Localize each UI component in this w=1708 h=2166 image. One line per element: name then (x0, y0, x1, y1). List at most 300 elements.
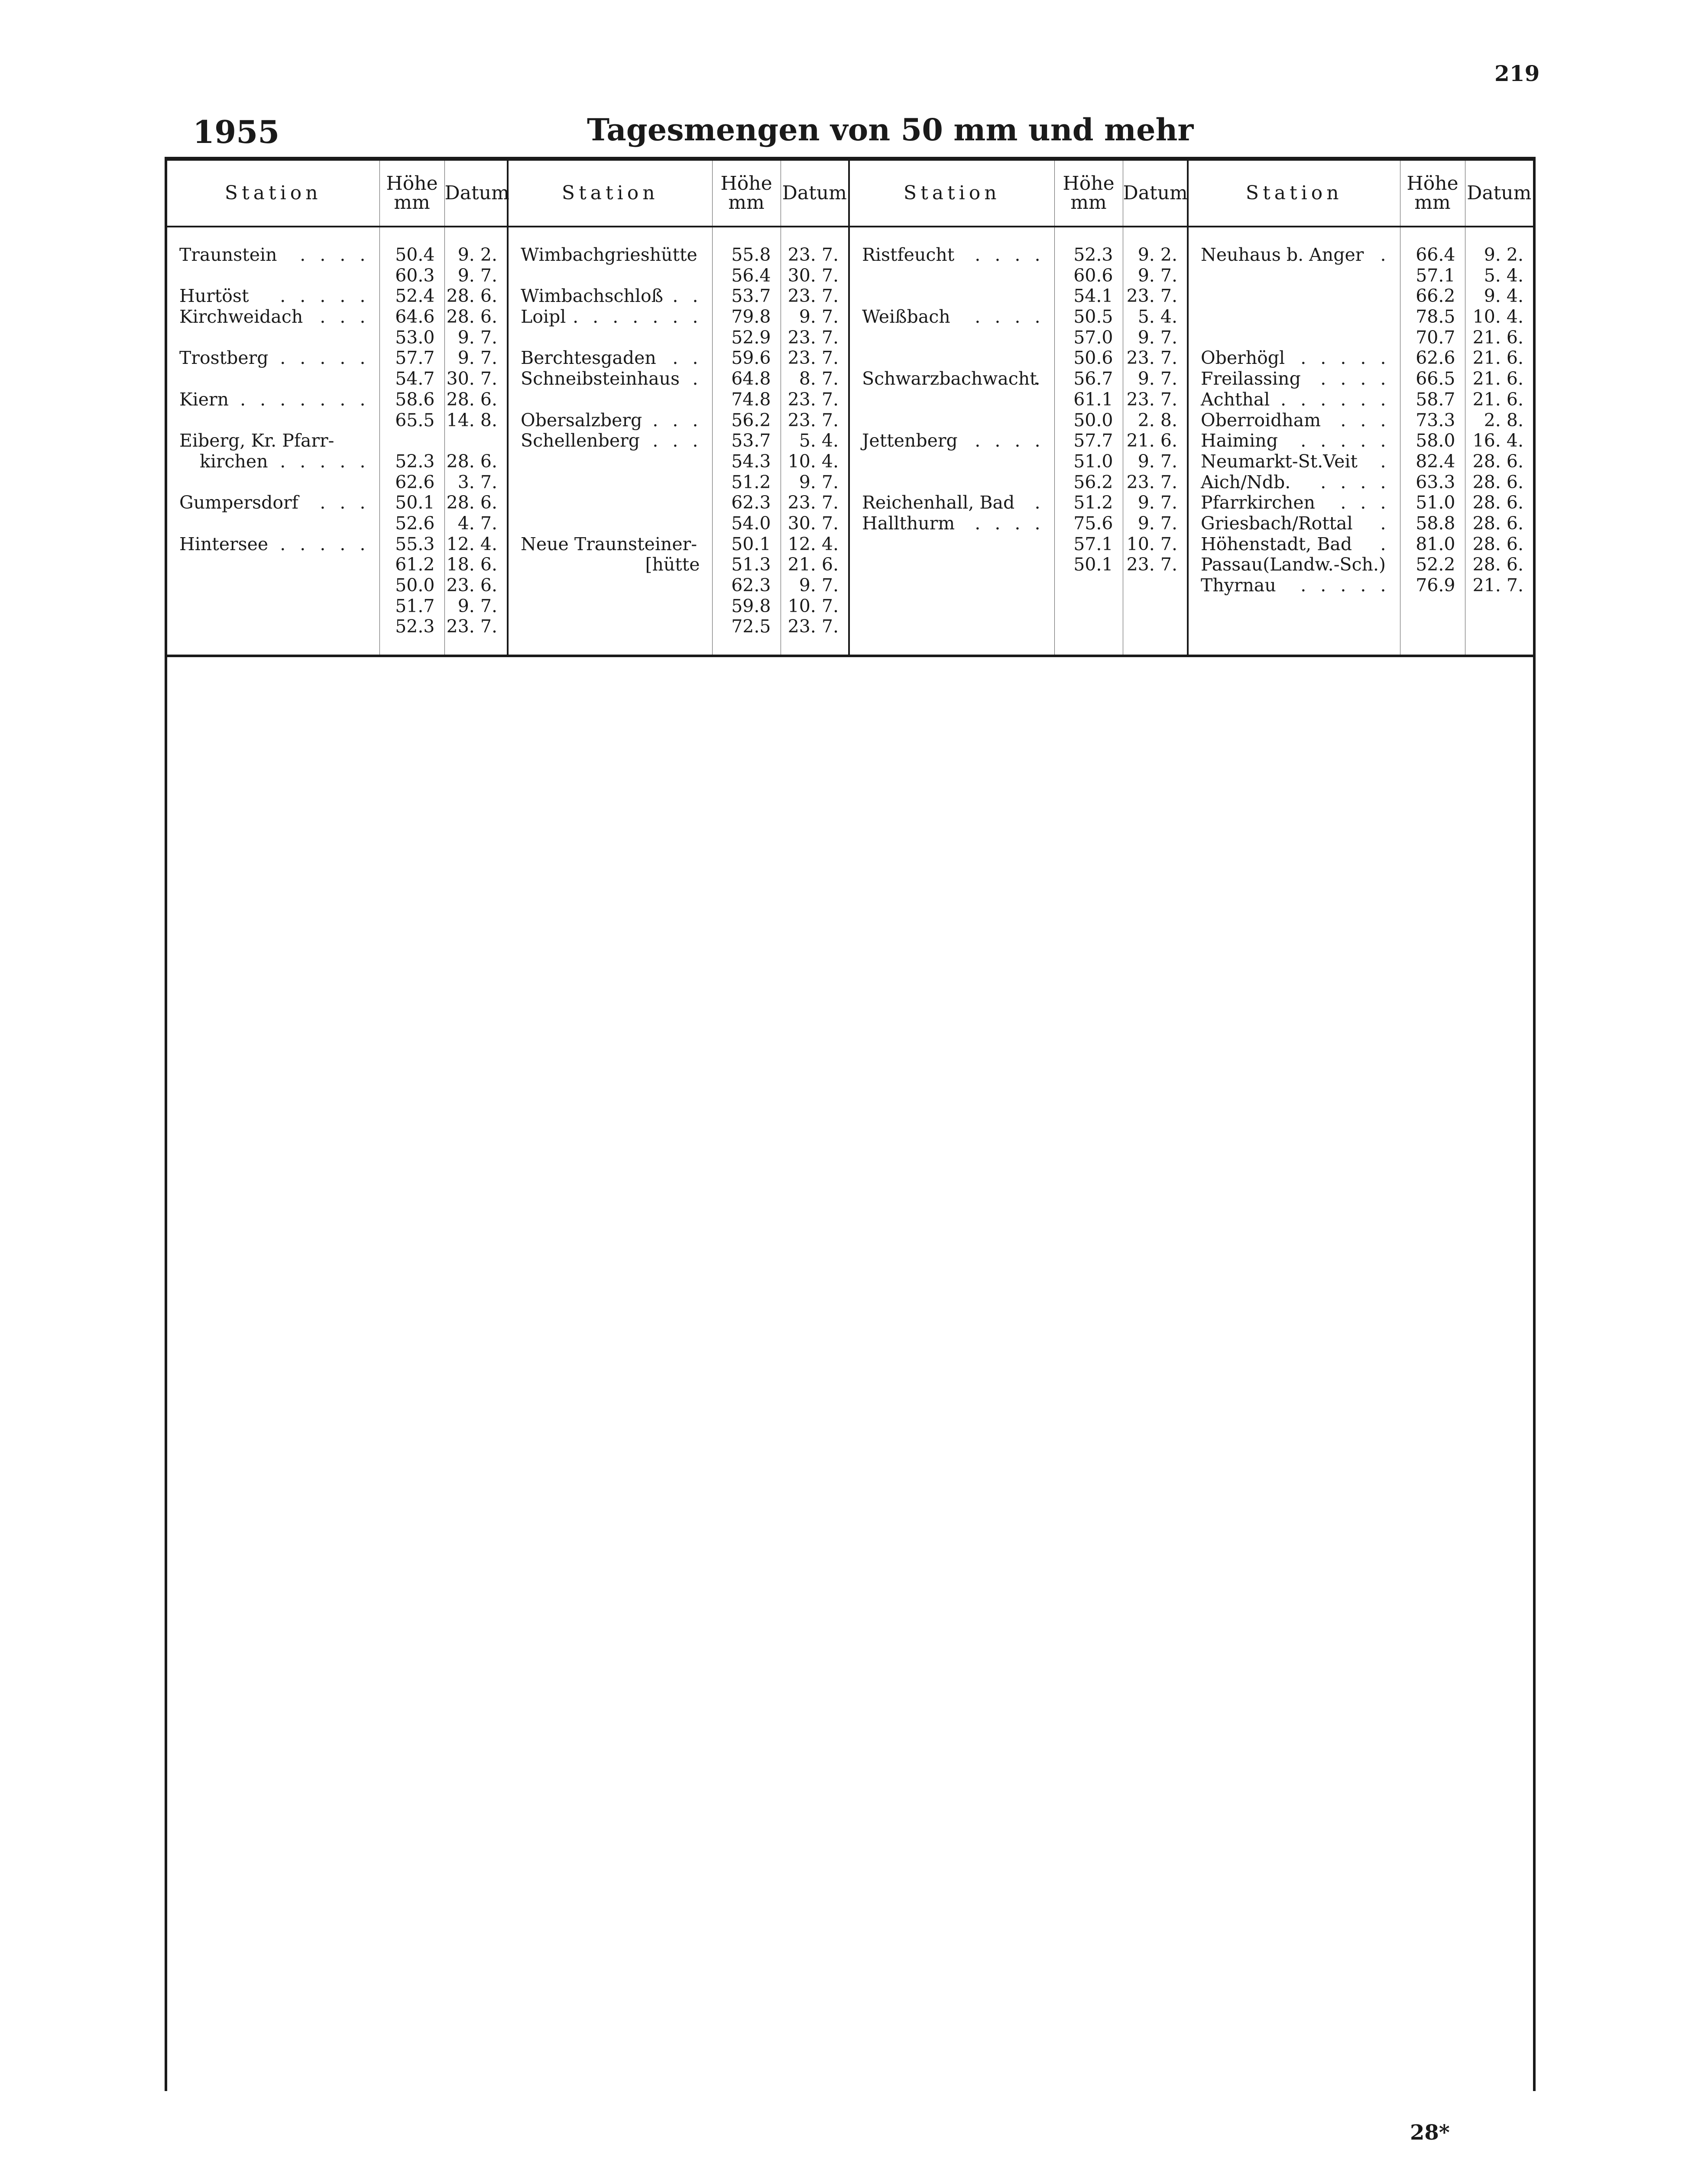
hoehe-value: 51.7 (395, 596, 435, 616)
datum-value: 16. 4. (1472, 431, 1523, 451)
table-row (509, 554, 712, 575)
station-name: [hütte (645, 554, 700, 575)
hoehe-value: 75.6 (1073, 513, 1113, 534)
hoehe-value: 57.1 (1416, 265, 1455, 286)
datum-value: 9. 7. (1138, 493, 1177, 513)
table-row (1189, 410, 1400, 431)
table-row (1189, 451, 1400, 472)
station-name (850, 266, 862, 286)
station-name (850, 327, 862, 348)
hoehe-value: 54.0 (731, 513, 771, 534)
datum-value: 23. 7. (788, 410, 839, 431)
leader-dots: . . . . (1320, 369, 1390, 389)
hoehe-value: 51.0 (1073, 451, 1113, 472)
datum-value: 21. 7. (1472, 575, 1523, 596)
table-row (167, 575, 379, 596)
table-row (1189, 431, 1400, 451)
hoehe-value: 78.5 (1416, 307, 1455, 327)
leader-dots: . (1380, 451, 1390, 472)
datum-value: 23. 7. (788, 616, 839, 637)
datum-value: 30. 7. (788, 265, 839, 286)
hoehe-value: 63.3 (1416, 472, 1455, 493)
hoehe-value: 52.3 (395, 451, 435, 472)
datum-value: 28. 6. (446, 389, 497, 410)
hoehe-value: 50.5 (1073, 307, 1113, 327)
datum-value: 9. 7. (799, 307, 839, 327)
datum-value: 23. 7. (788, 493, 839, 513)
table-row (167, 266, 379, 286)
station-name: Aich/Ndb. (1201, 472, 1291, 493)
table-frame (165, 157, 1536, 2091)
leader-dots: . (1380, 534, 1390, 554)
table-row (167, 431, 379, 451)
hoehe-value: 57.1 (1073, 534, 1113, 554)
hoehe-value: 55.3 (395, 534, 435, 554)
hoehe-value: 54.3 (731, 451, 771, 472)
datum-value: 21. 6. (1472, 369, 1523, 389)
table-row (167, 534, 379, 555)
datum-value: 9. 2. (1484, 245, 1523, 265)
datum-column (445, 227, 507, 655)
station-name: Schwarzbachwacht (862, 369, 1037, 389)
leader-dots: . . . . . (1300, 431, 1390, 451)
leader-dots: . . . . (975, 513, 1045, 534)
station-name (509, 389, 521, 410)
hoehe-value: 81.0 (1416, 534, 1455, 554)
datum-value: 28. 6. (446, 286, 497, 307)
station-name: Ristfeucht (862, 245, 955, 265)
hoehe-column (380, 227, 444, 655)
table-row (167, 369, 379, 389)
hoehe-value: 52.3 (395, 616, 435, 637)
hoehe-value: 57.7 (395, 348, 435, 369)
table-row (850, 513, 1054, 534)
datum-value: 9. 7. (457, 348, 497, 369)
table-row (167, 451, 379, 472)
station-name (850, 451, 862, 472)
station-name (1189, 327, 1201, 348)
hoehe-column (713, 227, 781, 655)
table-row (1189, 554, 1400, 575)
station-name: Griesbach/Rottal (1201, 513, 1353, 534)
hoehe-value: 66.2 (1416, 286, 1455, 307)
leader-dots: . . . . . . . (573, 307, 703, 327)
table-row (850, 493, 1054, 513)
hoehe-column (1055, 227, 1123, 593)
table-row (1189, 493, 1400, 513)
datum-value: 5. 4. (1138, 307, 1177, 327)
hoehe-value: 50.1 (1073, 554, 1113, 575)
station-name: Wimbachgrieshütte (521, 245, 697, 265)
hoehe-value: 53.0 (395, 327, 435, 348)
station-name: Loipl (521, 307, 566, 327)
station-name (167, 327, 179, 348)
datum-value: 23. 7. (788, 348, 839, 369)
datum-value: 23. 7. (1126, 286, 1177, 307)
datum-value: 23. 7. (788, 389, 839, 410)
leader-dots: . (1034, 493, 1045, 513)
station-name: Neumarkt-St.Veit (1201, 451, 1358, 472)
leader-dots: . . . . (1320, 472, 1390, 493)
hoehe-value: 58.6 (395, 389, 435, 410)
header-row (167, 161, 1533, 227)
datum-value: 9. 7. (457, 265, 497, 286)
datum-value: 21. 6. (788, 554, 839, 575)
hoehe-value: 59.6 (731, 348, 771, 369)
datum-value: 23. 6. (446, 575, 497, 596)
station-name: Reichenhall, Bad (862, 493, 1015, 513)
table-row (850, 266, 1054, 286)
hoehe-value: 56.7 (1073, 369, 1113, 389)
station-column (1189, 227, 1400, 613)
datum-value: 9. 7. (1138, 327, 1177, 348)
table-row (850, 369, 1054, 389)
station-name (509, 616, 521, 637)
leader-dots: . . . . . (280, 286, 370, 307)
leader-dots: . (1034, 369, 1045, 389)
leader-dots: . . . (320, 307, 370, 327)
table-row (167, 554, 379, 575)
leader-dots: . . . . . (1300, 575, 1390, 596)
table-row (1189, 472, 1400, 493)
station-name: Hurtöst (179, 286, 249, 307)
table-row (509, 616, 712, 637)
station-name: Kirchweidach (179, 307, 303, 327)
hoehe-value: 74.8 (731, 389, 771, 410)
datum-value: 10. 4. (788, 451, 839, 472)
leader-dots: . . . (652, 410, 703, 431)
datum-value: 8. 7. (799, 369, 839, 389)
leader-dots: . . . . . (280, 451, 370, 472)
datum-value: 21. 6. (1472, 348, 1523, 369)
datum-value: 10. 7. (1126, 534, 1177, 554)
station-name (850, 472, 862, 493)
station-name: Hintersee (179, 534, 269, 554)
datum-value: 5. 4. (799, 431, 839, 451)
station-name: Trostberg (179, 348, 269, 369)
table-row (850, 554, 1054, 575)
year-heading: 1955 (193, 113, 280, 150)
station-name (167, 575, 179, 596)
hoehe-value: 70.7 (1416, 327, 1455, 348)
leader-dots: . . . . . . (1280, 389, 1390, 410)
table-row (167, 616, 379, 637)
table-row (167, 472, 379, 493)
hoehe-value: 54.1 (1073, 286, 1113, 307)
page-title: Tagesmengen von 50 mm und mehr (587, 112, 1194, 148)
datum-value: 9. 4. (1484, 286, 1523, 307)
station-name: Schellenberg (521, 431, 640, 451)
station-name: Pfarrkirchen (1201, 493, 1315, 513)
datum-column (1123, 227, 1187, 593)
hoehe-value: 50.6 (1073, 348, 1113, 369)
table-row (167, 348, 379, 369)
hoehe-value: 52.2 (1416, 554, 1455, 575)
hoehe-value: 73.3 (1416, 410, 1455, 431)
table-row (1189, 348, 1400, 369)
table-row (167, 410, 379, 431)
datum-value: 9. 7. (457, 596, 497, 616)
table-row (1189, 327, 1400, 348)
hoehe-value: 52.3 (1073, 245, 1113, 265)
datum-value: 12. 4. (788, 534, 839, 554)
hoehe-value: 54.7 (395, 369, 435, 389)
station-name: Passau(Landw.-Sch.) (1201, 554, 1386, 575)
page-number: 219 (1494, 61, 1540, 86)
hoehe-value: 56.4 (731, 265, 771, 286)
hoehe-value: 58.8 (1416, 513, 1455, 534)
hoehe-value: 62.6 (395, 472, 435, 493)
station-name (509, 513, 521, 534)
table-row (850, 286, 1054, 307)
hoehe-value: 76.9 (1416, 575, 1455, 596)
datum-header: Datum (444, 161, 508, 227)
datum-value: 23. 7. (1126, 389, 1177, 410)
datum-value: 23. 7. (788, 327, 839, 348)
table-row (1189, 286, 1400, 307)
datum-value: 21. 6. (1472, 327, 1523, 348)
station-name: Eiberg, Kr. Pfarr- (179, 431, 334, 451)
table-row (509, 513, 712, 534)
station-name (509, 596, 521, 616)
table-row (850, 245, 1054, 266)
table-row (509, 327, 712, 348)
table-row (509, 534, 712, 555)
station-name (850, 286, 862, 306)
datum-value (445, 431, 507, 451)
hoehe-value: 72.5 (731, 616, 771, 637)
table-row (509, 575, 712, 596)
table-row (850, 431, 1054, 451)
table-row (850, 410, 1054, 431)
table-row (509, 348, 712, 369)
datum-value: 23. 7. (788, 286, 839, 307)
precipitation-table (167, 161, 1533, 657)
datum-value: 28. 6. (1472, 513, 1523, 534)
table-row (509, 286, 712, 307)
datum-header: Datum (1465, 161, 1533, 227)
hoehe-value: 66.5 (1416, 369, 1455, 389)
station-name (509, 327, 521, 348)
table-row (509, 596, 712, 617)
datum-value: 9. 7. (799, 472, 839, 493)
datum-value: 5. 4. (1484, 265, 1523, 286)
leader-dots: . . . . . (1300, 348, 1390, 369)
table-row (1189, 575, 1400, 596)
body-row (167, 227, 1533, 656)
hoehe-header: Höhe mm (379, 161, 444, 227)
station-header: Station (508, 161, 712, 227)
table-row (850, 472, 1054, 493)
hoehe-value: 56.2 (1073, 472, 1113, 493)
datum-value: 30. 7. (788, 513, 839, 534)
table-row (509, 389, 712, 410)
station-column (509, 227, 712, 655)
hoehe-value: 52.9 (731, 327, 771, 348)
hoehe-value: 56.2 (731, 410, 771, 431)
station-name (167, 472, 179, 493)
hoehe-value: 52.6 (395, 513, 435, 534)
station-name: Oberhögl (1201, 348, 1285, 369)
datum-value: 3. 7. (457, 472, 497, 493)
table-row (850, 307, 1054, 327)
hoehe-value: 61.1 (1073, 389, 1113, 410)
station-name (167, 554, 179, 575)
datum-value: 28. 6. (1472, 534, 1523, 554)
leader-dots: . . (672, 348, 703, 369)
hoehe-value: 82.4 (1416, 451, 1455, 472)
datum-value: 12. 4. (446, 534, 497, 554)
datum-value: 18. 6. (446, 554, 497, 575)
datum-column (781, 227, 849, 655)
table-row (1189, 245, 1400, 266)
station-name (850, 348, 862, 368)
hoehe-value: 53.7 (731, 286, 771, 307)
station-name (509, 493, 521, 513)
leader-dots: . . . . (975, 307, 1045, 327)
datum-value: 9. 2. (457, 245, 497, 265)
hoehe-value (380, 431, 444, 451)
station-column (167, 227, 379, 655)
hoehe-value: 64.6 (395, 307, 435, 327)
hoehe-value: 50.1 (731, 534, 771, 554)
table-row (850, 348, 1054, 369)
table-row (1189, 307, 1400, 327)
table-row (167, 286, 379, 307)
station-name (850, 534, 862, 554)
table-row (850, 451, 1054, 472)
leader-dots: . . . . . (280, 534, 370, 554)
datum-value: 23. 7. (788, 245, 839, 265)
station-name: Berchtesgaden (521, 348, 656, 369)
datum-value: 9. 7. (799, 575, 839, 596)
datum-value: 9. 7. (1138, 369, 1177, 389)
station-header: Station (1188, 161, 1400, 227)
table-row (167, 513, 379, 534)
station-name (850, 554, 862, 575)
table-row (509, 266, 712, 286)
hoehe-value: 64.8 (731, 369, 771, 389)
table-row (1189, 266, 1400, 286)
leader-dots: . . . . . (280, 348, 370, 369)
datum-value: 28. 6. (446, 493, 497, 513)
leader-dots: . . . (320, 493, 370, 513)
station-name (509, 266, 521, 286)
table-row (1189, 534, 1400, 555)
table-row (509, 245, 712, 266)
datum-value: 28. 6. (446, 451, 497, 472)
station-name (167, 369, 179, 389)
hoehe-value: 52.4 (395, 286, 435, 307)
hoehe-column (1400, 227, 1465, 613)
table-row (850, 327, 1054, 348)
datum-value: 30. 7. (446, 369, 497, 389)
datum-value: 9. 7. (1138, 265, 1177, 286)
table-row (167, 389, 379, 410)
datum-value: 4. 7. (457, 513, 497, 534)
station-name (167, 596, 179, 616)
station-name (167, 410, 179, 431)
station-name (850, 389, 862, 410)
datum-value: 23. 7. (1126, 554, 1177, 575)
datum-value: 9. 7. (1138, 513, 1177, 534)
station-name: Jettenberg (862, 431, 958, 451)
leader-dots: . . . (652, 431, 703, 451)
station-name: Haiming (1201, 431, 1278, 451)
station-name: Oberroidham (1201, 410, 1321, 431)
footer-mark: 28* (1410, 2121, 1450, 2145)
station-name: kirchen (200, 451, 268, 472)
hoehe-value: 60.3 (395, 265, 435, 286)
table-row (167, 327, 379, 348)
table-row (1189, 513, 1400, 534)
leader-dots: . (692, 369, 703, 389)
station-name (167, 616, 179, 637)
station-name (1189, 307, 1201, 327)
station-name: Thyrnau (1201, 575, 1276, 596)
datum-value: 23. 7. (1126, 472, 1177, 493)
hoehe-value: 51.3 (731, 554, 771, 575)
table-row (167, 596, 379, 617)
leader-dots: . . . . (975, 245, 1045, 265)
table-row (167, 307, 379, 327)
datum-value: 9. 2. (1138, 245, 1177, 265)
station-header: Station (849, 161, 1054, 227)
table-row (1189, 389, 1400, 410)
leader-dots: . . . . (975, 431, 1045, 451)
station-name (1189, 286, 1201, 306)
station-name: Hallthurm (862, 513, 955, 534)
datum-value: 14. 8. (446, 410, 497, 431)
station-name (167, 266, 179, 286)
table-row (509, 307, 712, 327)
hoehe-value: 50.0 (395, 575, 435, 596)
table-row (509, 369, 712, 389)
datum-header: Datum (781, 161, 849, 227)
datum-column (1465, 227, 1533, 613)
leader-dots: . . . (1340, 493, 1390, 513)
leader-dots: . . . . (300, 245, 370, 265)
station-name: Wimbachschloß (521, 286, 664, 307)
station-name (167, 513, 179, 534)
hoehe-value: 66.4 (1416, 245, 1455, 265)
datum-value: 10. 7. (788, 596, 839, 616)
hoehe-value: 53.7 (731, 431, 771, 451)
hoehe-value: 57.7 (1073, 431, 1113, 451)
hoehe-value: 50.0 (1073, 410, 1113, 431)
datum-value: 28. 6. (1472, 451, 1523, 472)
table-row (509, 472, 712, 493)
table-row (509, 493, 712, 513)
station-name: Neue Traunsteiner- (521, 534, 697, 554)
hoehe-value: 79.8 (731, 307, 771, 327)
hoehe-value: 57.0 (1073, 327, 1113, 348)
hoehe-value: 62.3 (731, 575, 771, 596)
hoehe-value: 62.6 (1416, 348, 1455, 369)
station-name (850, 410, 862, 431)
datum-value: 23. 7. (1126, 348, 1177, 369)
hoehe-header: Höhe mm (1054, 161, 1123, 227)
leader-dots: . . (672, 286, 703, 307)
hoehe-value: 59.8 (731, 596, 771, 616)
hoehe-value: 61.2 (395, 554, 435, 575)
hoehe-value: 51.2 (731, 472, 771, 493)
datum-value: 28. 6. (1472, 472, 1523, 493)
datum-value: 21. 6. (1472, 389, 1523, 410)
hoehe-value: 58.7 (1416, 389, 1455, 410)
station-name: Freilassing (1201, 369, 1301, 389)
hoehe-value: 55.8 (731, 245, 771, 265)
